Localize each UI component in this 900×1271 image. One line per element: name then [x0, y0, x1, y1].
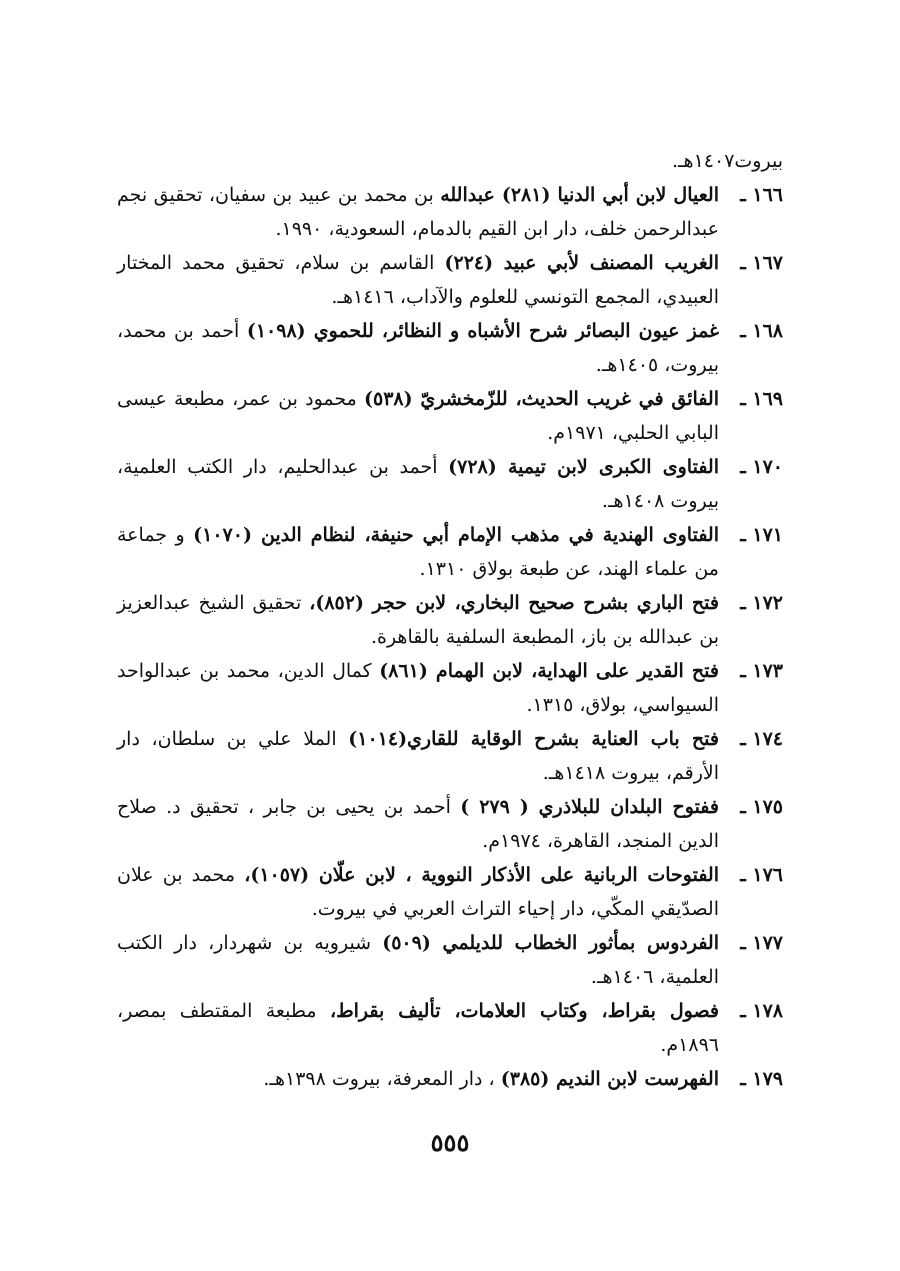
entry-title: الفهرست لابن النديم (٣٨٥): [500, 1068, 719, 1090]
bibliography-page: [117, 144, 783, 1096]
bibliography-entry: [117, 450, 783, 518]
entry-details: القاسم بن سلام، تحقيق محمد المختار العبيدي، المجمع التونسي للعلوم والآداب، ١٤١٦هـ.: [117, 252, 719, 308]
entry-number: ١٧٤ ـ: [740, 728, 783, 750]
bibliography-entry: [117, 994, 783, 1062]
bibliography-entry: [117, 790, 783, 858]
entry-body: [117, 382, 783, 450]
entry-body: [117, 790, 783, 858]
entry-number: ١٧١ ـ: [740, 524, 783, 546]
entry-details: شيرويه بن شهردار، دار الكتب العلمية، ١٤٠٦هـ.: [117, 932, 719, 988]
entry-details: أحمد بن عبدالحليم، دار الكتب العلمية، بيروت ١٤٠٨هـ.: [117, 456, 719, 512]
entry-details: تحقيق الشيخ عبدالعزيز بن عبدالله بن باز، المطبعة السلفية بالقاهرة.: [117, 592, 719, 648]
entry-number: ١٧٦ ـ: [740, 864, 783, 886]
entry-body: [117, 722, 783, 790]
entry-details: أحمد بن محمد، بيروت، ١٤٠٥هـ.: [117, 320, 719, 376]
entry-number: ١٧٠ ـ: [740, 456, 783, 478]
entry-details: محمود بن عمر، مطبعة عيسى البابي الحلبي، ١٩٧١م.: [117, 388, 719, 444]
entry-body: [117, 246, 783, 314]
bibliography-entry: [117, 1062, 783, 1096]
bibliography-list: [117, 178, 783, 1096]
entry-number: ١٦٧ ـ: [740, 252, 783, 274]
bibliography-entry: [117, 314, 783, 382]
bibliography-entry: [117, 722, 783, 790]
continuation-line: بيروت١٤٠٧هـ.: [671, 150, 783, 172]
entry-body: [117, 926, 783, 994]
entry-details: محمد بن علان الصدّيقي المكّي، دار إحياء التراث العربي في بيروت.: [117, 864, 719, 920]
entry-title: فتح القدير على الهداية، لابن الهمام (٨٦١): [379, 660, 719, 682]
entry-body: [117, 858, 783, 926]
entry-details: و جماعة من علماء الهند، عن طبعة بولاق ١٣١٠.: [117, 524, 719, 580]
entry-body: [117, 450, 783, 518]
entry-title: الفتاوى الهندية في مذهب الإمام أبي حنيفة، لنظام الدين (١٠٧٠): [193, 524, 720, 546]
entry-body: [117, 586, 783, 654]
bibliography-entry: [117, 382, 783, 450]
entry-body: [117, 1062, 783, 1096]
entry-number: ١٧٩ ـ: [740, 1068, 783, 1090]
entry-title: الفائق في غريب الحديث، للزّمخشريّ (٥٣٨): [364, 388, 719, 410]
entry-body: [117, 314, 783, 382]
entry-number: ١٧٢ ـ: [740, 592, 783, 614]
entry-number: ١٦٨ ـ: [740, 320, 783, 342]
bibliography-entry: [117, 178, 783, 246]
bibliography-entry: [117, 586, 783, 654]
entry-title: الغريب المصنف لأبي عبيد (٢٢٤): [444, 252, 719, 274]
entry-details: كمال الدين، محمد بن عبدالواحد السيواسي، بولاق، ١٣١٥.: [117, 660, 719, 716]
entry-number: ١٧٣ ـ: [740, 660, 783, 682]
entry-number: ١٦٦ ـ: [740, 184, 783, 206]
entry-details: أحمد بن يحيى بن جابر ، تحقيق د. صلاح الدين المنجد، القاهرة، ١٩٧٤م.: [117, 796, 719, 852]
entry-title: غمز عيون البصائر شرح الأشباه و النظائر، للحموي (١٠٩٨): [246, 320, 719, 342]
entry-title: فصول بقراط، وكتاب العلامات، تأليف بقراط،: [329, 1000, 720, 1022]
bibliography-entry: [117, 518, 783, 586]
bibliography-entry: [117, 654, 783, 722]
entry-number: ١٧٥ ـ: [740, 796, 783, 818]
entry-number: ١٧٧ ـ: [740, 932, 783, 954]
entry-title: الفردوس بمأثور الخطاب للديلمي (٥٠٩): [382, 932, 719, 954]
bibliography-entry: [117, 858, 783, 926]
bibliography-entry: [117, 246, 783, 314]
entry-body: [117, 178, 783, 246]
entry-body: [117, 994, 783, 1062]
entry-title: العيال لابن أبي الدنيا (٢٨١) عبدالله: [440, 184, 719, 206]
entry-details: بن محمد بن عبيد بن سفيان، تحقيق نجم عبدالرحمن خلف، دار ابن القيم بالدمام، السعودية، ١٩٩٠.: [117, 184, 719, 240]
entry-title: فتح باب العناية بشرح الوقاية للقاري(١٠١٤): [348, 728, 719, 750]
entry-details: مطبعة المقتطف بمصر، ١٨٩٦م.: [117, 1000, 719, 1056]
entry-title: الفتوحات الربانية على الأذكار النووية ، لابن علّان (١٠٥٧)،: [244, 864, 719, 886]
entry-title: الفتاوى الكبرى لابن تيمية (٧٢٨): [448, 456, 719, 478]
entry-number: ١٦٩ ـ: [740, 388, 783, 410]
entry-title: ففتوح البلدان للبلاذري ( ٢٧٩ ): [460, 796, 719, 818]
entry-body: [117, 518, 783, 586]
bibliography-entry: [117, 926, 783, 994]
entry-number: ١٧٨ ـ: [740, 1000, 783, 1022]
entry-details: الملا علي بن سلطان، دار الأرقم، بيروت ١٤١٨هـ.: [117, 728, 719, 784]
entry-details: ، دار المعرفة، بيروت ١٣٩٨هـ.: [263, 1068, 501, 1090]
page-number: ٥٥٥: [430, 1128, 470, 1157]
entry-title: فتح الباري بشرح صحيح البخاري، لابن حجر (٨٥٢)،: [309, 592, 719, 614]
entry-body: [117, 654, 783, 722]
